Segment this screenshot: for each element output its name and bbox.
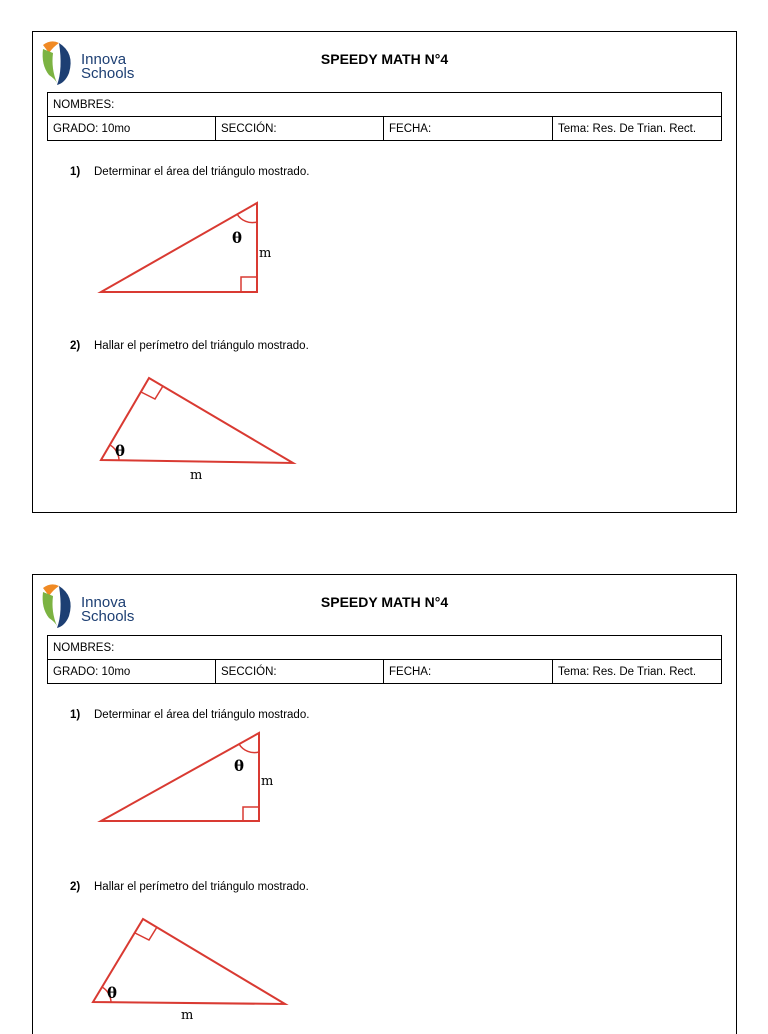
question-text: Hallar el perímetro del triángulo mostrado. — [94, 340, 309, 352]
question-1 — [70, 166, 309, 178]
side-m-label: m — [181, 1008, 194, 1023]
question-2 — [70, 340, 309, 352]
angle-theta-label: θ — [115, 442, 126, 460]
right-triangle-figure-1 — [93, 727, 293, 827]
page-title: SPEEDY MATH N°4 — [320, 51, 449, 67]
question-1 — [70, 709, 309, 721]
logo-line-1: Innova — [81, 51, 127, 68]
angle-arc-marker — [239, 744, 259, 753]
question-number: 2) — [70, 340, 81, 352]
right-angle-marker — [241, 277, 257, 292]
question-number: 1) — [70, 166, 81, 178]
worksheet-1 — [32, 31, 737, 513]
side-m-label: m — [190, 468, 203, 483]
date-field[interactable]: FECHA: — [384, 117, 553, 141]
right-triangle-figure-2 — [83, 913, 293, 1025]
logo-line-2: Schools — [81, 608, 135, 625]
right-angle-marker — [135, 927, 157, 940]
triangle-shape — [101, 203, 257, 292]
worksheet-2 — [32, 574, 737, 1034]
triangle-shape — [101, 378, 293, 463]
right-triangle-figure-1 — [93, 197, 293, 297]
student-info-table — [47, 635, 722, 684]
grade-field[interactable]: GRADO: 10mo — [48, 660, 216, 684]
right-triangle-figure-2 — [93, 372, 303, 487]
logo-line-1: Innova — [81, 594, 127, 611]
side-m-label: m — [259, 246, 272, 261]
student-info-table — [47, 92, 722, 141]
question-text: Hallar el perímetro del triángulo mostrado. — [94, 881, 309, 893]
question-text: Determinar el área del triángulo mostrado. — [94, 166, 310, 178]
topic-field: Tema: Res. De Trian. Rect. — [553, 660, 722, 684]
angle-theta-label: θ — [232, 229, 243, 247]
section-field[interactable]: SECCIÓN: — [216, 117, 384, 141]
question-2 — [70, 881, 309, 893]
right-angle-marker — [243, 807, 259, 821]
names-field[interactable]: NOMBRES: — [48, 93, 722, 117]
triangle-shape — [93, 919, 285, 1004]
question-number: 1) — [70, 709, 81, 721]
question-text: Determinar el área del triángulo mostrado. — [94, 709, 310, 721]
angle-arc-marker — [237, 214, 257, 223]
page-title: SPEEDY MATH N°4 — [320, 594, 449, 610]
logo-line-2: Schools — [81, 65, 135, 82]
angle-theta-label: θ — [234, 757, 245, 775]
names-field[interactable]: NOMBRES: — [48, 636, 722, 660]
side-m-label: m — [261, 774, 274, 789]
topic-field: Tema: Res. De Trian. Rect. — [553, 117, 722, 141]
section-field[interactable]: SECCIÓN: — [216, 660, 384, 684]
triangle-shape — [101, 733, 259, 821]
angle-theta-label: θ — [107, 984, 118, 1002]
date-field[interactable]: FECHA: — [384, 660, 553, 684]
question-number: 2) — [70, 881, 81, 893]
grade-field[interactable]: GRADO: 10mo — [48, 117, 216, 141]
